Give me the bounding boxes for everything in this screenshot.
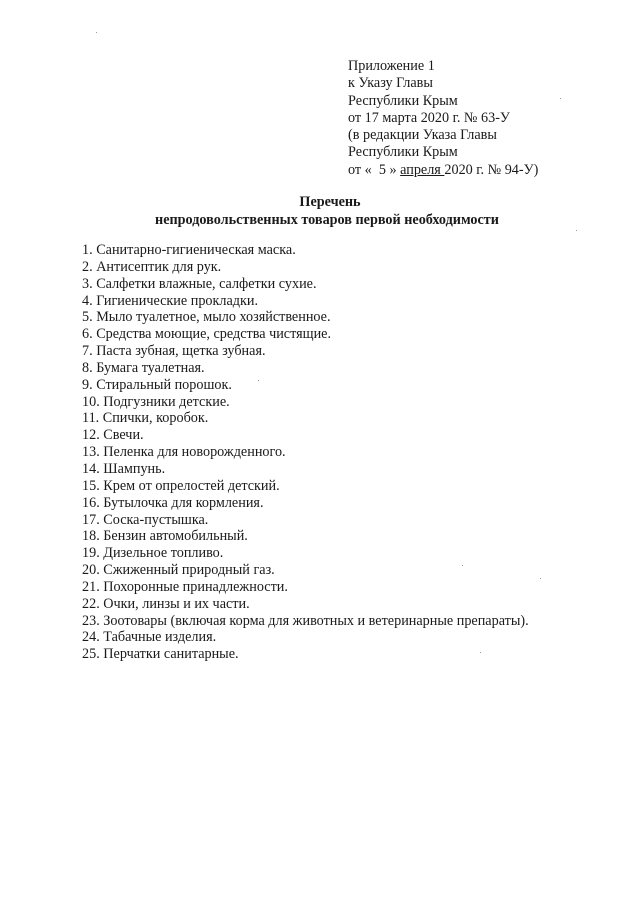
list-item: 5. Мыло туалетное, мыло хозяйственное. [82, 309, 331, 326]
list-item: 4. Гигиенические прокладки. [82, 292, 259, 309]
annex-line: от 17 марта 2020 г. № 63-У [348, 109, 510, 126]
list-item: 3. Салфетки влажные, салфетки сухие. [82, 275, 317, 292]
list-item: 12. Свечи. [82, 427, 144, 444]
annex-line: к Указу Главы [348, 75, 433, 92]
scan-speck [462, 565, 463, 566]
scan-speck [540, 578, 541, 579]
list-item: 8. Бумага туалетная. [82, 359, 205, 376]
annex-header [348, 58, 538, 179]
list-item: 23. Зоотовары (включая корма для животных и ветеринарные препараты). [82, 612, 529, 629]
scan-speck [560, 98, 561, 99]
annex-date-suffix: 2020 г. № 94-У) [444, 161, 539, 178]
title-subheading: непродовольственных товаров первой необходимости [155, 211, 499, 228]
list-item: 24. Табачные изделия. [82, 629, 217, 646]
list-item: 21. Похоронные принадлежности. [82, 578, 288, 595]
list-item: 1. Санитарно-гигиеническая маска. [82, 242, 296, 258]
annex-date-prefix: от « 5 » [348, 161, 401, 178]
list-item: 17. Соска-пустышка. [82, 511, 209, 528]
annex-date-month: апреля [400, 161, 445, 178]
annex-date-line [348, 162, 538, 179]
document-title [0, 194, 640, 229]
list-item: 9. Стиральный порошок. [82, 376, 232, 393]
list-item: 13. Пеленка для новорожденного. [82, 444, 286, 461]
list-item: 15. Крем от опрелостей детский. [82, 477, 280, 494]
list-item: 10. Подгузники детские. [82, 393, 230, 410]
list-item: 7. Паста зубная, щетка зубная. [82, 343, 266, 360]
annex-line: Республики Крым [348, 144, 458, 161]
title-heading: Перечень [299, 194, 361, 210]
scan-speck [576, 230, 577, 231]
goods-list [82, 242, 529, 663]
list-item: 22. Очки, линзы и их части. [82, 595, 250, 612]
scan-speck [258, 380, 259, 381]
list-item: 20. Сжиженный природный газ. [82, 562, 275, 579]
annex-line: Приложение 1 [348, 58, 435, 74]
list-item: 25. Перчатки санитарные. [82, 646, 239, 663]
list-item: 6. Средства моющие, средства чистящие. [82, 326, 332, 343]
annex-line: (в редакции Указа Главы [348, 127, 497, 144]
list-item: 2. Антисептик для рук. [82, 258, 222, 275]
annex-line: Республики Крым [348, 92, 458, 109]
scan-speck [96, 32, 97, 33]
list-item: 16. Бутылочка для кормления. [82, 494, 264, 511]
list-item: 19. Дизельное топливо. [82, 545, 224, 562]
list-item: 18. Бензин автомобильный. [82, 528, 248, 545]
list-item: 14. Шампунь. [82, 460, 166, 477]
list-item: 11. Спички, коробок. [82, 410, 209, 427]
scan-speck [480, 652, 481, 653]
